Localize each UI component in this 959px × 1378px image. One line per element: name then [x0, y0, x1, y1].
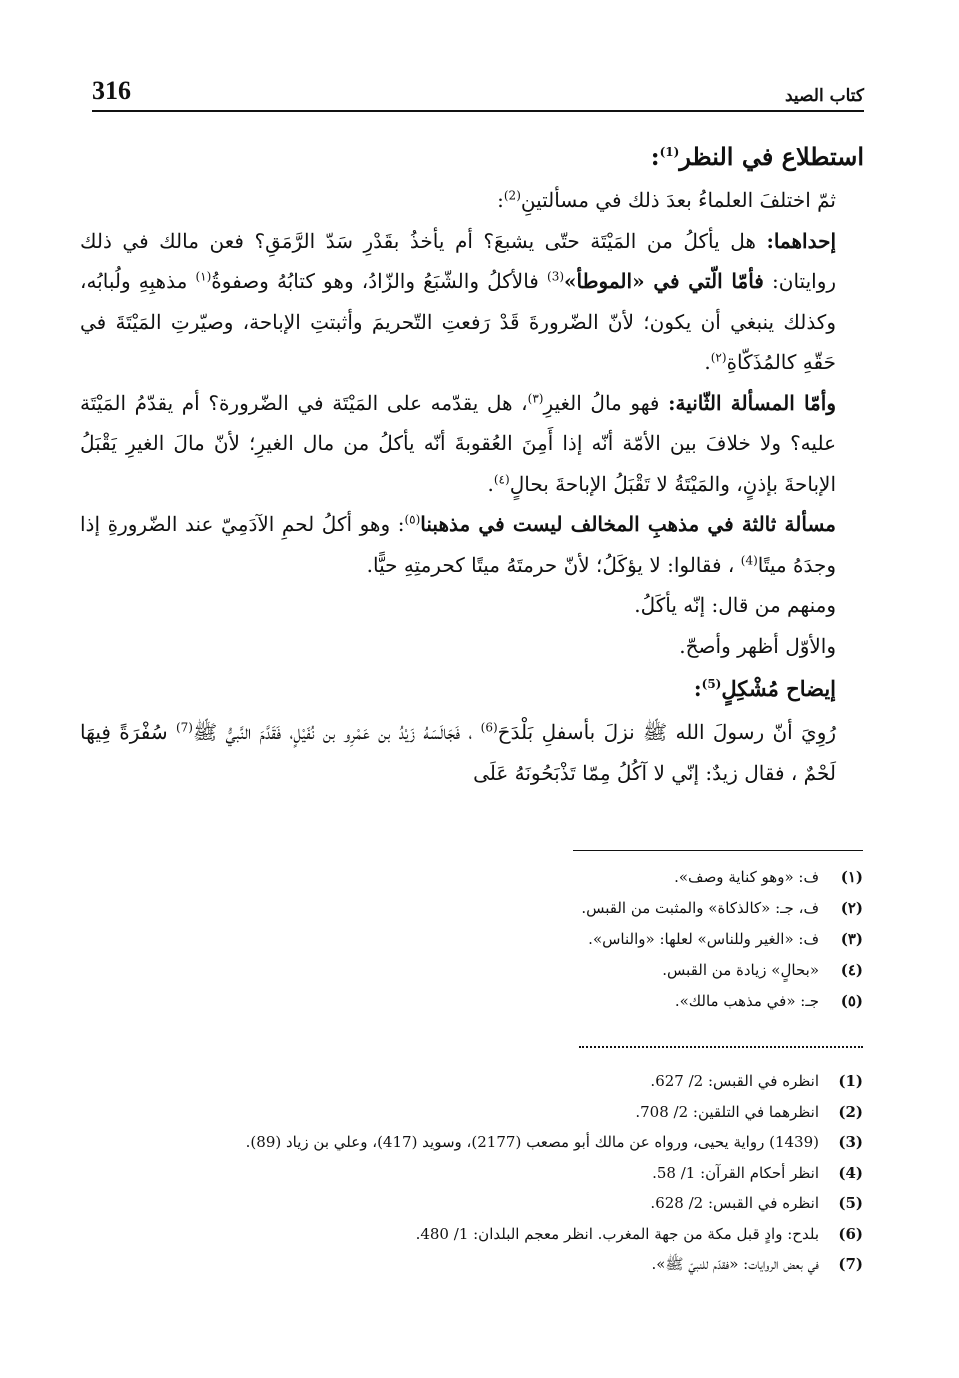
footnote-item: (1) انظره في القبس: 2/ 627.: [650, 1072, 863, 1090]
paragraph-1: ثمّ اختلفَ العلماءُ بعدَ ذلك في مسألتينِ$^{(2)}$:: [497, 188, 836, 212]
footnote-item: (٢) ف، جـ: «كالذكاة» والمثبت من القبس.: [581, 899, 863, 917]
paragraph-5: ومنهم من قال: إنّه يأكَلُ.: [634, 593, 836, 617]
paragraph-7: رُوِيَ أنّ رسولَ الله ﷺ نزلَ بأسفلِ بَلْدَحَ$^{(6)}$ ، فَجَالَسَهُ زَيْدُ بن عَمْرِو بن نُفَيْلٍ، فَقَدَّمَ النَّبيُّ ﷺ$^{(7)}$ سُفْرَةً فِيهَا لَحْمٌ ، فقال زيدٌ: إنّي لا آكُلُ مِمّا تَذْبَحُونَهُ عَلَى: [80, 720, 837, 785]
paragraph-6: والأوّل أظهر وأصحّ.: [679, 633, 836, 658]
manuscript-variant-notes: [173, 862, 863, 1017]
dotted-divider: [579, 1046, 863, 1048]
paragraph-2: إحداهما: هل يأكلُ من المَيْتَة حتّى يشبعَ؟ أم يأخذُ بقَدْرِ سَدّ الرَّمَقِ؟ فعن مالك في ذلك روايتان: فأمّا الّتي في «الموطأ»$^{(3)}$ فالأكلُ والشّبَعُ والزّادُ، وهو كتابُهُ وصفوةُ$^{(١)}$ مذهبِهِ ولُبابُه، وكذلك ينبغي أن يكون؛ لأنّ الضّرورةَ قَدْ رَفعتِ التّحريمَ وأثبتتِ الإباحة، وصيّرتِ المَيْتَةَ في حَقّهِ كالمُذَكّاةِ$^{(٢)}$.: [80, 228, 837, 374]
paragraph-3: وأمّا المسألة الثّانية: فهو مالُ الغيرِ$^{(٣)}$، هل يقدّمه على المَيْتَة في الضّرورة؟ أم يقدّمُ المَيْتَة عليه؟ ولا خلافَ بين الأمّة أنّه إذا أَمِنَ العُقوبةَ أنّه يأكلُ من مال الغيرِ؛ لأنّ مالَ الغيرِ يَقْبَلُ الإباحةَ بإذنٍ، والمَيْتَةُ لا تَقْبَلُ الإباحةَ بحالٍ$^{(٤)}$.: [80, 390, 836, 496]
section-heading-2: إيضاح مُشْكِلٍ$^{(5)}$:: [693, 676, 836, 701]
footnote-item: (٤) «بحالٍ» زيادة من القبس.: [662, 961, 863, 979]
reference-notes: [103, 1066, 863, 1280]
page-number: 316: [92, 76, 131, 105]
footnote-item: (٥) جـ: «في مذهب مالك».: [674, 992, 863, 1010]
running-title: كتاب الصيد: [784, 86, 864, 106]
footnote-divider: [573, 850, 863, 851]
footnote-item: (6) بلدح: وادٍ قبل مكة من جهة المغرب. انظر معجم البلدان: 1/ 480.: [415, 1224, 863, 1243]
footnote-item: (5) انظره في القبس: 2/ 628.: [650, 1194, 863, 1212]
footnote-item: (2) انظرهما في التلقين: 2/ 708.: [635, 1102, 863, 1121]
section-heading-1: استطلاع في النظر$^{(1)}$:: [650, 142, 864, 171]
footnote-item: (٣) ف: «الغير وللناس» لعلها: «والناس».: [588, 930, 863, 948]
main-text: [80, 134, 864, 793]
page-header: [92, 78, 864, 112]
footnote-item: (3) (1439) رواية يحيى، ورواه عن مالك أبو مصعب (2177)، وسويد (417)، وعلي بن زياد (89).: [245, 1133, 863, 1151]
footnote-item: (7) في بعض الروايات: «فقدّم للنبيّ ﷺ».: [651, 1255, 863, 1273]
paragraph-4: مسألة ثالثة في مذهبِ المخالف ليست في مذهبنا$^{(٥)}$: وهو أكلُ لحمِ الآدَمِيّ عند الضّرورةِ إذا وجدَهُ ميتًا$^{(4)}$ ، فقالوا: لا يؤكَلُ؛ لأنّ حرمتَهُ ميتًا كحرمتِهِ حيًّا.: [80, 512, 836, 577]
footnote-item: (4) انظر أحكام القرآن: 1/ 58.: [652, 1163, 863, 1182]
footnote-item: (١) ف: «وهو كناية وصف».: [674, 868, 863, 886]
